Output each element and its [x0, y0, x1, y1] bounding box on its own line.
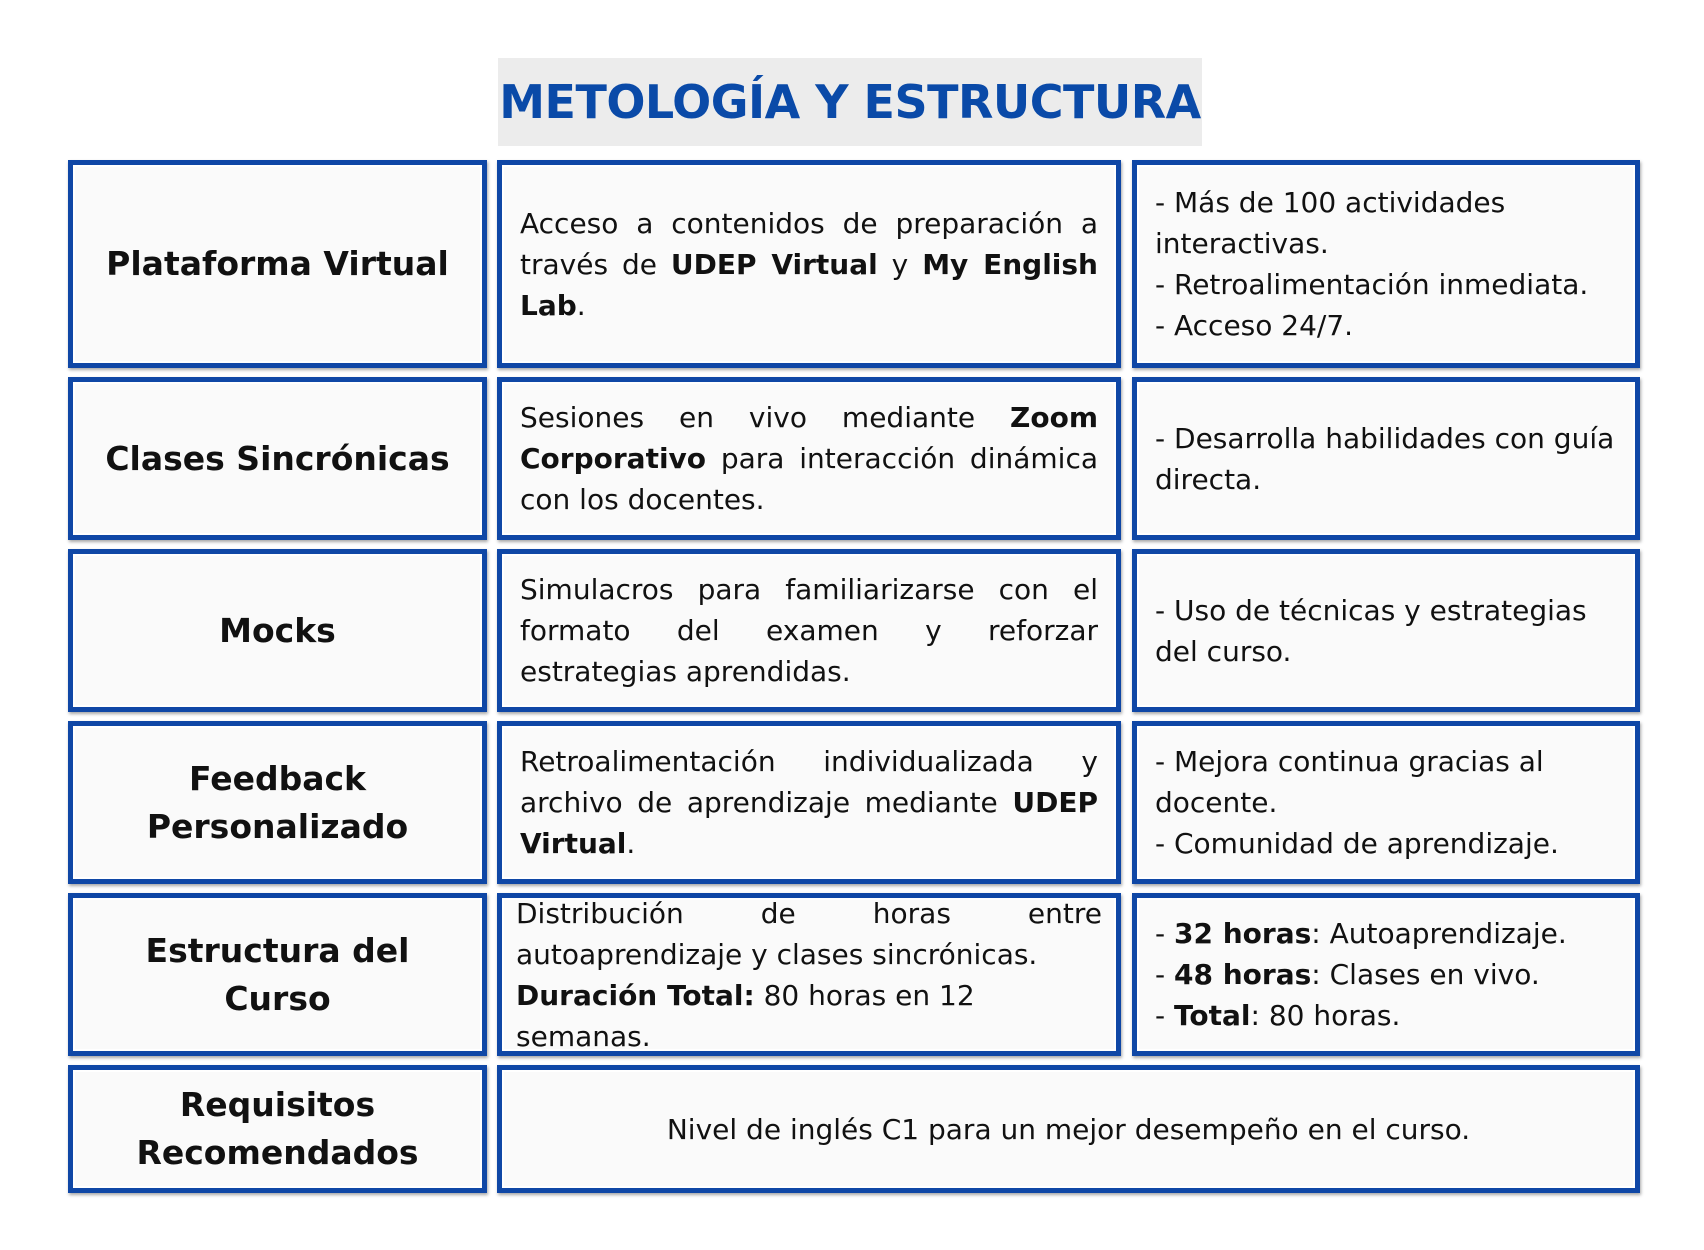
label-clases-sincronicas	[68, 377, 487, 540]
desc-mocks	[497, 549, 1121, 712]
desc-plataforma-virtual	[497, 160, 1121, 368]
desc-text: Acceso a contenidos de preparación a través de UDEP Virtual y My English Lab.	[520, 206, 1098, 322]
desc-text: Simulacros para familiarizarse con el formato del examen y reforzar estrategias aprendidas.	[520, 573, 1098, 688]
bullet-item: - Mejora continua gracias al docente.	[1155, 745, 1544, 819]
row-label: Mocks	[219, 610, 336, 650]
bullets-feedback-personalizado	[1132, 721, 1640, 884]
row-label: Requisitos Recomendados	[136, 1085, 419, 1172]
bullet-item: - Acceso 24/7.	[1155, 309, 1354, 342]
page-title: METOLOGÍA Y ESTRUCTURA	[499, 75, 1201, 129]
row-label: Clases Sincrónicas	[105, 438, 450, 478]
requisitos-text: Nivel de inglés C1 para un mejor desempeño en el curso.	[666, 1112, 1471, 1146]
bullet-item: - Total: 80 horas.	[1155, 999, 1401, 1032]
bullet-item: - Retroalimentación inmediata.	[1155, 268, 1589, 301]
bullet-item: - Uso de técnicas y estrategias del curso.	[1155, 593, 1587, 668]
label-plataforma-virtual	[68, 160, 487, 368]
row-label: Plataforma Virtual	[106, 244, 449, 283]
bullet-item: - 48 horas: Clases en vivo.	[1155, 958, 1540, 991]
row-label: Estructura del Curso	[145, 930, 410, 1018]
requisitos-text-cell	[497, 1065, 1640, 1193]
label-feedback-personalizado	[68, 721, 487, 884]
desc-clases-sincronicas	[497, 377, 1121, 540]
desc-feedback-personalizado	[497, 721, 1121, 884]
desc-estructura-del-curso	[497, 893, 1121, 1056]
bullets-estructura-del-curso	[1132, 893, 1640, 1056]
desc-total: Duración Total: 80 horas en 12 semanas.	[516, 978, 975, 1053]
bullet-item: - Comunidad de aprendizaje.	[1155, 827, 1559, 860]
desc-text: Sesiones en vivo mediante Zoom Corporativo para interacción dinámica con los docentes.	[520, 401, 1098, 516]
title-banner	[498, 58, 1202, 146]
label-requisitos-recomendados	[68, 1065, 487, 1193]
bullets-mocks	[1132, 549, 1640, 712]
bullet-item: - Más de 100 actividades interactivas.	[1155, 186, 1506, 260]
desc-text: Retroalimentación individualizada y archivo de aprendizaje mediante UDEP Virtual.	[520, 745, 1098, 860]
label-mocks	[68, 549, 487, 712]
label-estructura-del-curso	[68, 893, 487, 1056]
bullet-item: - Desarrolla habilidades con guía directa.	[1155, 421, 1615, 496]
bullet-item: - 32 horas: Autoaprendizaje.	[1155, 917, 1567, 950]
bullets-plataforma-virtual	[1132, 160, 1640, 368]
bullets-clases-sincronicas	[1132, 377, 1640, 540]
desc-text: Distribución de horas entre autoaprendizaje y clases sincrónicas.	[516, 896, 1102, 971]
row-label: Feedback Personalizado	[146, 758, 409, 846]
